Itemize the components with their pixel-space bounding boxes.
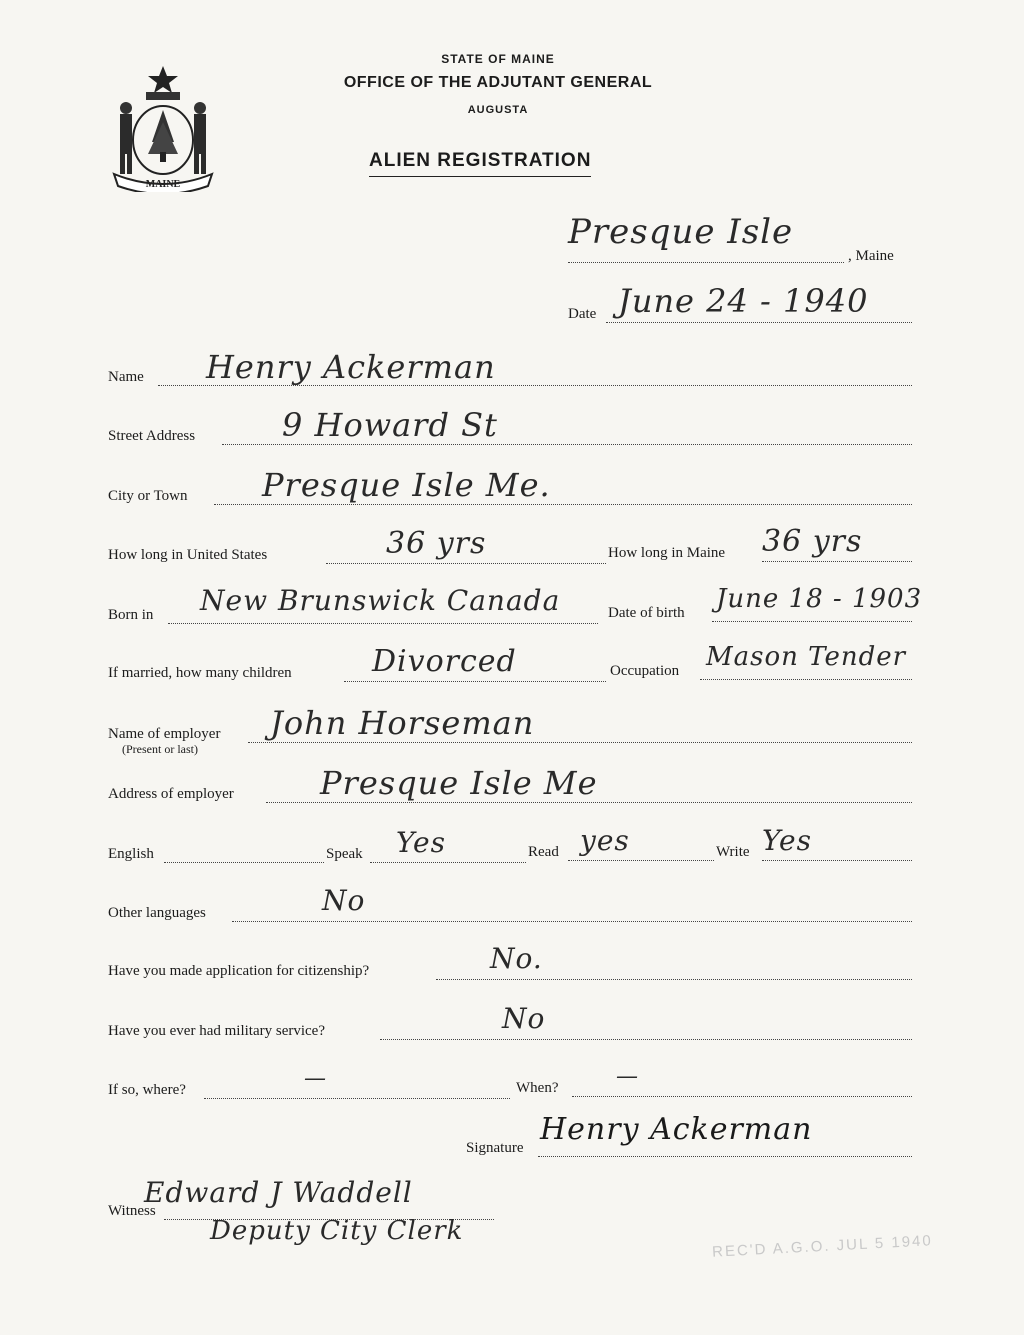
born-in-line — [168, 623, 598, 624]
read-line — [568, 860, 714, 861]
other-languages-value: No — [322, 884, 366, 917]
military-value: No — [502, 1002, 546, 1035]
military-label: Have you ever had military service? — [108, 1023, 325, 1039]
city-label: City or Town — [108, 488, 188, 504]
write-label: Write — [716, 844, 750, 860]
occupation-value: Mason Tender — [706, 642, 907, 672]
children-value: Divorced — [372, 644, 517, 679]
dob-line — [712, 621, 912, 622]
read-value: yes — [580, 824, 630, 857]
where-label: If so, where? — [108, 1082, 186, 1098]
date-line — [606, 322, 912, 323]
english-label: English — [108, 846, 154, 862]
witness-label: Witness — [108, 1203, 156, 1219]
citizenship-label: Have you made application for citizenship? — [108, 963, 370, 979]
dob-value: June 18 - 1903 — [716, 584, 923, 614]
employer-value: John Horseman — [270, 704, 535, 742]
other-languages-label: Other languages — [108, 905, 206, 921]
years-us-value: 36 yrs — [386, 526, 487, 561]
military-line — [380, 1039, 912, 1040]
svg-text:MAINE: MAINE — [145, 179, 181, 190]
when-line — [572, 1096, 912, 1097]
occupation-label: Occupation — [610, 663, 680, 679]
children-label: If married, how many children — [108, 665, 292, 681]
state-heading: STATE OF MAINE — [441, 52, 555, 66]
write-line — [762, 860, 912, 861]
when-value: — — [616, 1064, 639, 1089]
name-label: Name — [108, 369, 144, 385]
born-in-value: New Brunswick Canada — [200, 584, 561, 617]
speak-line — [370, 862, 526, 863]
place-line — [568, 262, 844, 263]
citizenship-value: No. — [490, 942, 543, 975]
city-heading: AUGUSTA — [467, 104, 529, 116]
street-label: Street Address — [108, 428, 196, 444]
street-line — [222, 444, 912, 445]
signature-label: Signature — [466, 1140, 524, 1156]
speak-value: Yes — [396, 826, 446, 859]
where-line — [204, 1098, 510, 1099]
years-us-label: How long in United States — [108, 547, 268, 563]
years-maine-label: How long in Maine — [608, 545, 726, 561]
other-languages-line — [232, 921, 912, 922]
received-stamp: REC'D A.G.O. JUL 5 1940 — [711, 1232, 934, 1261]
employer-address-value: Presque Isle Me — [320, 764, 598, 802]
office-heading: OFFICE OF THE ADJUTANT GENERAL — [343, 74, 653, 91]
years-maine-value: 36 yrs — [762, 524, 863, 559]
signature-value: Henry Ackerman — [540, 1112, 813, 1147]
witness-title: Deputy City Clerk — [210, 1216, 464, 1246]
citizenship-line — [436, 979, 912, 980]
dob-label: Date of birth — [608, 605, 685, 621]
employer-label: Name of employer — [108, 726, 221, 742]
date-label: Date — [568, 306, 597, 322]
years-maine-line — [762, 561, 912, 562]
employer-sublabel: (Present or last) — [122, 742, 198, 756]
street-value: 9 Howard St — [282, 406, 498, 444]
speak-label: Speak — [326, 846, 363, 862]
where-value: — — [304, 1066, 327, 1091]
employer-line — [248, 742, 912, 743]
employer-address-line — [266, 802, 912, 803]
signature-line — [538, 1156, 912, 1157]
born-in-label: Born in — [108, 607, 154, 623]
form-title: ALIEN REGISTRATION — [369, 150, 591, 177]
employer-address-label: Address of employer — [108, 786, 234, 802]
city-value: Presque Isle Me. — [262, 466, 551, 504]
place-value: Presque Isle — [568, 212, 794, 252]
children-line — [344, 681, 606, 682]
years-us-line — [326, 563, 606, 564]
when-label: When? — [516, 1080, 559, 1096]
occupation-line — [700, 679, 912, 680]
date-value: June 24 - 1940 — [618, 282, 869, 320]
city-line — [214, 504, 912, 505]
write-value: Yes — [762, 824, 812, 857]
name-value: Henry Ackerman — [206, 348, 496, 386]
english-line — [164, 862, 324, 863]
read-label: Read — [528, 844, 559, 860]
witness-value: Edward J Waddell — [144, 1176, 413, 1209]
place-suffix: , Maine — [848, 248, 894, 264]
